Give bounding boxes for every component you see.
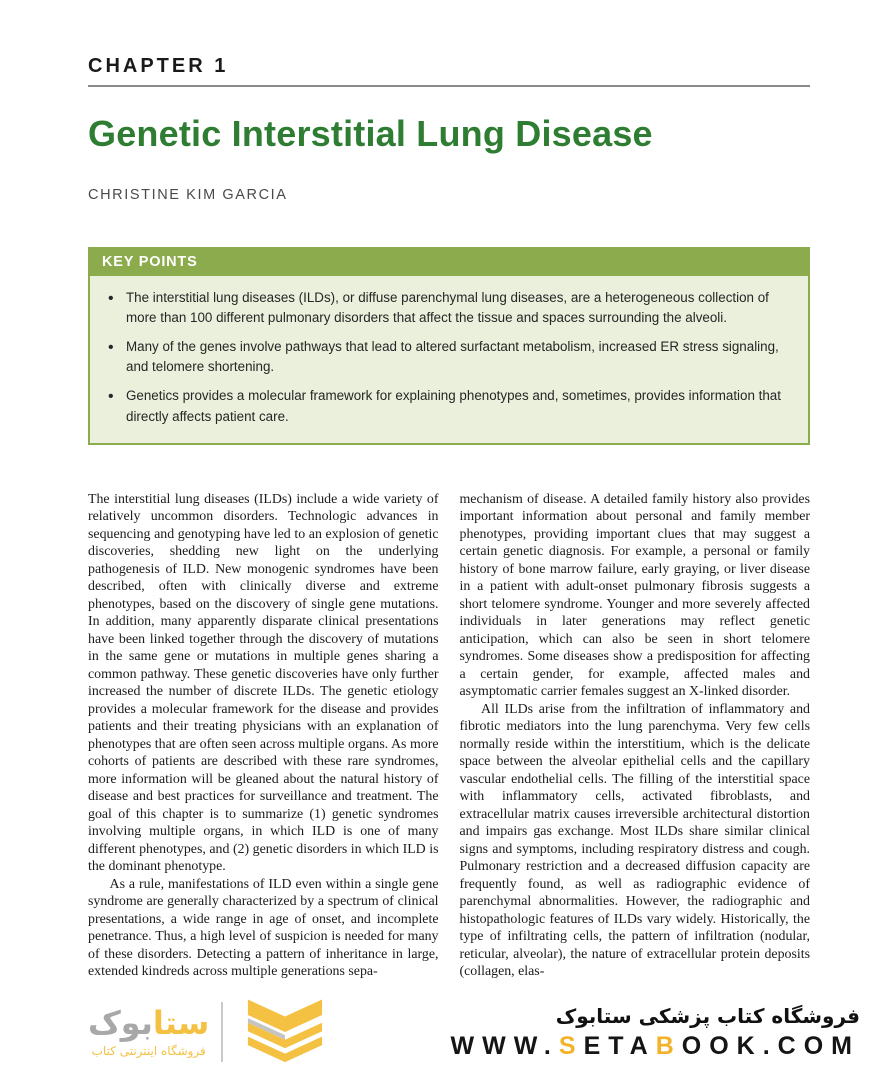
- key-points-header: KEY POINTS: [88, 247, 810, 276]
- key-point-text: Genetics provides a molecular framework for explaining phenotypes and, sometimes, provides information that directly affects patient care.: [126, 388, 781, 424]
- watermark-footer: [0, 994, 876, 1080]
- setabook-logo: [88, 998, 335, 1066]
- page-title: Genetic Interstitial Lung Disease: [88, 113, 653, 154]
- chapter-divider: [88, 85, 810, 87]
- url-segment-accent: S: [558, 1031, 584, 1060]
- logo-wordmark: [88, 1006, 209, 1057]
- key-point-item: [100, 337, 788, 377]
- key-points-box: [88, 247, 810, 445]
- left-column: [88, 491, 439, 1043]
- url-segment-accent: B: [655, 1031, 682, 1060]
- body-paragraph: All ILDs arise from the infiltration of inflammatory and fibrotic mediators into the lung parenchyma. Very few cells normally reside within the interstitium, which is the delicate space between the alveolar epithelial cells and the capillary vascular endothelial cells. The filling of the interstitial space with inflammatory cells, activated fibroblasts, and extracellular matrix causes irreversible architectural distortion and impairs gas exchange. Most ILDs share similar clinical signs and symptoms, including respiratory distress and cough. Pulmonary restriction and a decreased diffusion capacity are frequently found, as well as radiographic evidence of parenchymal abnormalities. However, the radiographic and histopathologic features of ILDs vary widely. Historically, the type of infiltrating cells, the pattern of infiltration (nodular, reticular, alveolar), the nature of extracellular protein deposits (collagen, elas-: [459, 701, 810, 980]
- body-paragraph: mechanism of disease. A detailed family history also provides important information about personal and family member phenotypes, providing important clues that may suggest a certain genetic diagnosis. For example, a personal or family history of bone marrow failure, early graying, or liver disease in a patient with adult-onset pulmonary fibrosis suggests a short telomere syndrome. Younger and more severely affected individuals in later generations may reflect genetic anticipation, which can also be seen in short telomere syndromes. Some diseases show a predisposition for affecting a certain gender, for example, affected males and asymptomatic carrier females suggest an X-linked disorder.: [459, 491, 810, 700]
- wordmark-segment: ستا: [152, 1004, 210, 1043]
- url-segment: WWW.: [450, 1031, 559, 1060]
- url-segment: ETA: [583, 1031, 656, 1060]
- logo-tagline: فروشگاه اینترنتی کتاب: [91, 1043, 206, 1058]
- logo-divider: [221, 1002, 223, 1062]
- logo-wordmark-text: [88, 1006, 209, 1041]
- key-point-text: The interstitial lung diseases (ILDs), or diffuse parenchymal lung diseases, are a heterogeneous collection of more than 100 different pulmonary disorders that affect the tissue and spaces surrounding the alveoli.: [126, 290, 769, 326]
- store-name-persian: فروشگاه کتاب پزشکی ستابوک: [555, 1003, 860, 1028]
- wordmark-segment: بوک: [88, 1004, 153, 1043]
- right-column: [460, 491, 811, 1043]
- key-points-list: [88, 276, 810, 445]
- store-block: [451, 1004, 860, 1061]
- key-point-text: Many of the genes involve pathways that lead to altered surfactant metabolism, increased ER stress signaling, and telomere shortening.: [126, 339, 779, 375]
- key-point-item: [100, 386, 788, 426]
- body-columns: [88, 491, 810, 1043]
- url-segment: OOK.COM: [681, 1031, 860, 1060]
- chapter-label: CHAPTER 1: [88, 55, 229, 77]
- body-paragraph: As a rule, manifestations of ILD even within a single gene syndrome are generally characterized by a spectrum of clinical presentations, a wide range in age of onset, and incomplete penetrance. Thus, a high level of suspicion is needed for many of these disorders. Detecting a pattern of inheritance in large, extended kindreds across multiple generations sepa-: [88, 876, 439, 980]
- author-name: CHRISTINE KIM GARCIA: [88, 187, 288, 203]
- website-url: [451, 1032, 860, 1061]
- body-paragraph: The interstitial lung diseases (ILDs) include a wide variety of relatively uncommon disorders. Technologic advances in sequencing and genotyping have led to an explosion of genetic discoveries, shedding new light on the underlying pathogenesis of ILD. New monogenic syndromes have been described, often with clinically diverse and extreme phenotypes, based on the discovery of single gene mutations. In addition, many apparently disparate clinical presentations have been linked together through the discovery of mutations in the same gene or mutations in multiple genes sharing a common pathway. These genetic discoveries have only further increased the number of discrete ILDs. The genetic etiology provides a molecular framework for the disease and provides patients and their treating physicians with an explanation of phenotypes that are often seen across multiple organs. As more cohorts of patients are described with these rare syndromes, more information will be gleaned about the natural history of disease and best practices for surveillance and treatment. The goal of this chapter is to summarize (1) genetic syndromes involving multiple organs, in which ILD is one of many different phenotypes, and (2) genetic disorders in which ILD is the dominant phenotype.: [88, 491, 439, 875]
- key-point-item: [100, 288, 788, 328]
- chevron-emblem-icon: [235, 998, 335, 1066]
